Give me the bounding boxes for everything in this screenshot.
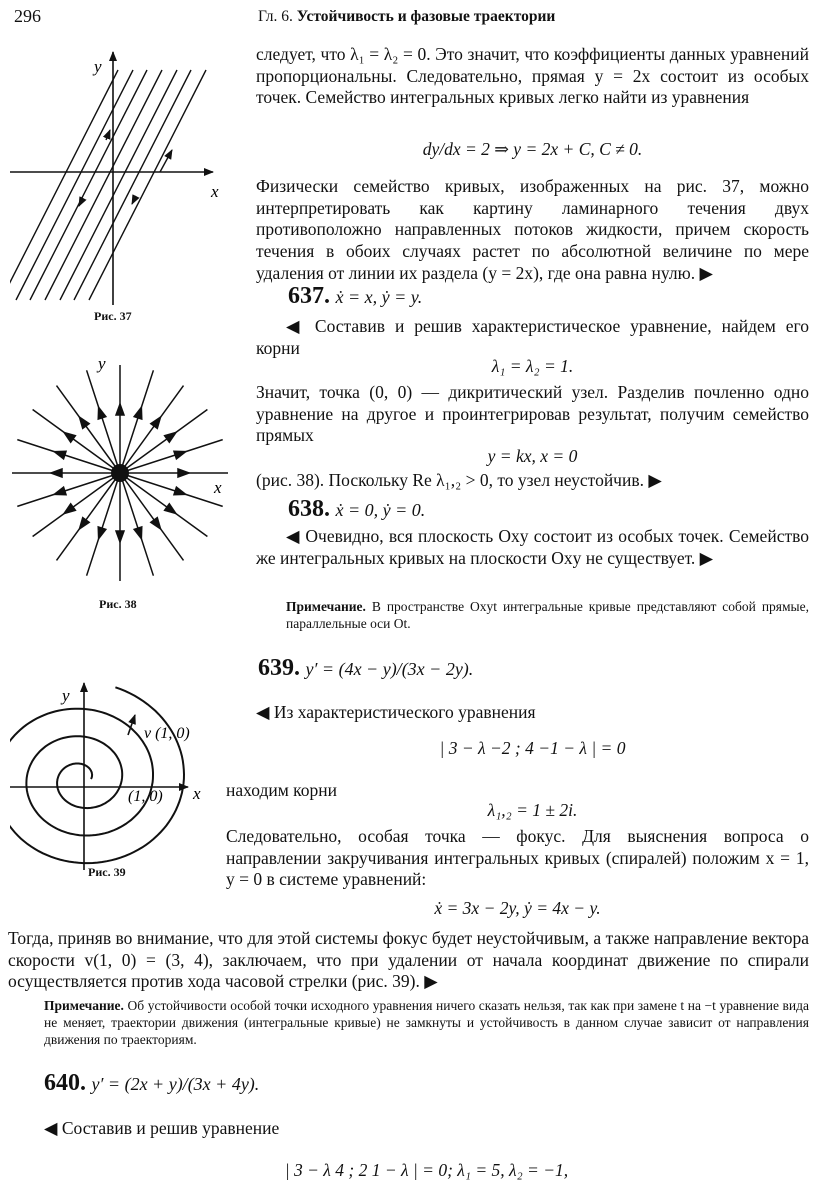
trajectory-ray [120, 473, 153, 576]
direction-arrow [76, 415, 89, 429]
problem-639 [258, 655, 473, 682]
trajectory-ray [57, 473, 121, 560]
running-header [258, 8, 555, 26]
figure-39-caption: Рис. 39 [88, 865, 126, 879]
y-axis-label: y [62, 686, 70, 705]
direction-arrow [116, 531, 124, 542]
note [286, 598, 809, 632]
trajectory-ray [120, 410, 207, 474]
direction-arrow [51, 469, 62, 477]
trajectory-ray [120, 440, 223, 473]
direction-arrow [62, 429, 76, 442]
equation: λ₁,₂ = 1 ± 2i. [487, 800, 578, 820]
direction-arrow [151, 518, 164, 532]
direction-arrow [151, 415, 164, 429]
direction-arrow [62, 504, 76, 517]
direction-arrow [134, 527, 145, 540]
trajectory-ray [87, 473, 120, 576]
trajectory-ray [87, 370, 120, 473]
problem-638 [288, 496, 425, 523]
paragraph: ◀ Очевидно, вся плоскость Oxy состоит из особых точек. Семейство же интегральных кривых на плоскости Oxy не существует. ▶ [256, 526, 809, 568]
problem-637 [288, 283, 422, 310]
y-axis-label: y [94, 57, 102, 76]
equation: dy/dx = 2 ⇒ y = 2x + C, C ≠ 0. [422, 139, 643, 159]
problem-number: 638. [288, 496, 330, 522]
x-axis-label: x [193, 784, 201, 803]
trajectory-ray [33, 410, 120, 474]
paragraph: Следовательно, особая точка — фокус. Для выяснения вопроса о направлении закручивания интегральных кривых (спиралей) положим x = 1, y = 0 в системе уравнений: [226, 826, 809, 890]
direction-arrow [174, 448, 187, 459]
trajectory-ray [120, 473, 207, 537]
problem-number: 637. [288, 283, 330, 309]
x-axis-label: x [211, 182, 219, 201]
equation: ẋ = 3x − 2y, ẏ = 4x − y. [434, 898, 601, 918]
paragraph: находим корни [226, 780, 338, 800]
chapter-title: Устойчивость и фазовые траектории [296, 8, 556, 25]
paragraph: (рис. 38). Поскольку Re λ₁,₂ > 0, то узел неустойчив. ▶ [256, 470, 662, 490]
paragraph: ◀ Составив и решив уравнение [44, 1118, 280, 1138]
note [44, 997, 809, 1048]
problem-equation: y′ = (4x − y)/(3x − 2y). [305, 659, 474, 679]
chapter-number: Гл. 6. [258, 8, 293, 25]
paragraph: следует, что λ₁ = λ₂ = 0. Это значит, что коэффициенты данных уравнений пропорциональны. Следовательно, прямая y = 2x состоит из особых точек. Семейство интегральных кривых легко найти из уравнения [256, 44, 809, 108]
note-label: Примечание. [286, 599, 366, 614]
trajectory-ray [33, 473, 120, 537]
y-axis-label: y [98, 354, 106, 373]
problem-equation: y′ = (2x + y)/(3x + 4y). [91, 1074, 260, 1094]
paragraph: ◀ Из характеристического уравнения [256, 702, 536, 722]
equation: y = kx, x = 0 [487, 446, 578, 466]
trajectory-ray [120, 370, 153, 473]
direction-arrow [53, 487, 66, 498]
trajectory-ray [57, 386, 121, 473]
problem-number: 640. [44, 1070, 86, 1096]
paragraph: ◀ Составив и решив характеристическое уравнение, найдем его корни [256, 316, 809, 358]
direction-arrow [165, 429, 179, 442]
determinant: | 3 − λ 4 ; 2 1 − λ | = 0; λ₁ = 5, λ₂ = −1, [284, 1160, 569, 1180]
trajectory-ray [17, 473, 120, 506]
problem-640 [44, 1070, 259, 1097]
paragraph: Значит, точка (0, 0) — дикритический узел. Разделив почленно одно уравнение на другое и проинтегрировав результат, получим семейство прямых [256, 382, 809, 446]
paragraph: Физически семейство кривых, изображенных на рис. 37, можно интерпретировать как картину ламинарного течения двух противоположно направленных потоков жидкости, причем скорость течения в обоих случаях растет по абсолютной величине по мере удаления от линии их раздела (y = 2x), где она равна нулю. ▶ [256, 176, 809, 283]
problem-equation: ẋ = x, ẏ = y. [335, 287, 423, 307]
problem-number: 639. [258, 655, 300, 681]
point-label: (1, 0) [128, 788, 163, 805]
trajectory-ray [120, 473, 223, 506]
note-text: Об устойчивости особой точки исходного уравнения ничего сказать нельзя, так как при замене t на −t уравнение вида не меняет, траектории движения (интегральные кривые) не замкнуты и устойчивость в данном случае зависит от направления движения по траекториям. [44, 998, 809, 1047]
direction-arrow [178, 469, 189, 477]
figure-39 [10, 675, 235, 870]
figure-38-caption: Рис. 38 [99, 597, 137, 611]
trajectory-ray [120, 473, 184, 560]
direction-arrow [165, 504, 179, 517]
velocity-label: v (1, 0) [144, 725, 190, 742]
x-axis-label: x [214, 478, 222, 497]
equation: λ₁ = λ₂ = 1. [491, 356, 574, 376]
problem-equation: ẋ = 0, ẏ = 0. [335, 500, 426, 520]
direction-arrow [174, 487, 187, 498]
direction-arrow [95, 406, 106, 419]
direction-arrow [95, 527, 106, 540]
trajectory-ray [17, 440, 120, 473]
page-number: 296 [14, 6, 41, 26]
direction-arrow [53, 448, 66, 459]
paragraph: Тогда, приняв во внимание, что для этой системы фокус будет неустойчивым, а также направление вектора скорости v(1, 0) = (3, 4), заключаем, что при удалении от начала координат движение по спирали осуществляется против хода часовой стрелки (рис. 39). ▶ [8, 928, 809, 992]
note-text: В пространстве Oxyt интегральные кривые представляют собой прямые, параллельные оси Ot. [286, 599, 809, 631]
direction-arrow [116, 404, 124, 415]
direction-arrow [76, 518, 89, 532]
figure-38 [10, 345, 235, 590]
direction-arrow [134, 406, 145, 419]
determinant: | 3 − λ −2 ; 4 −1 − λ | = 0 [439, 738, 626, 758]
trajectory-ray [120, 386, 184, 473]
note-label: Примечание. [44, 998, 124, 1013]
figure-37 [10, 50, 235, 310]
figure-37-caption: Рис. 37 [94, 309, 132, 323]
